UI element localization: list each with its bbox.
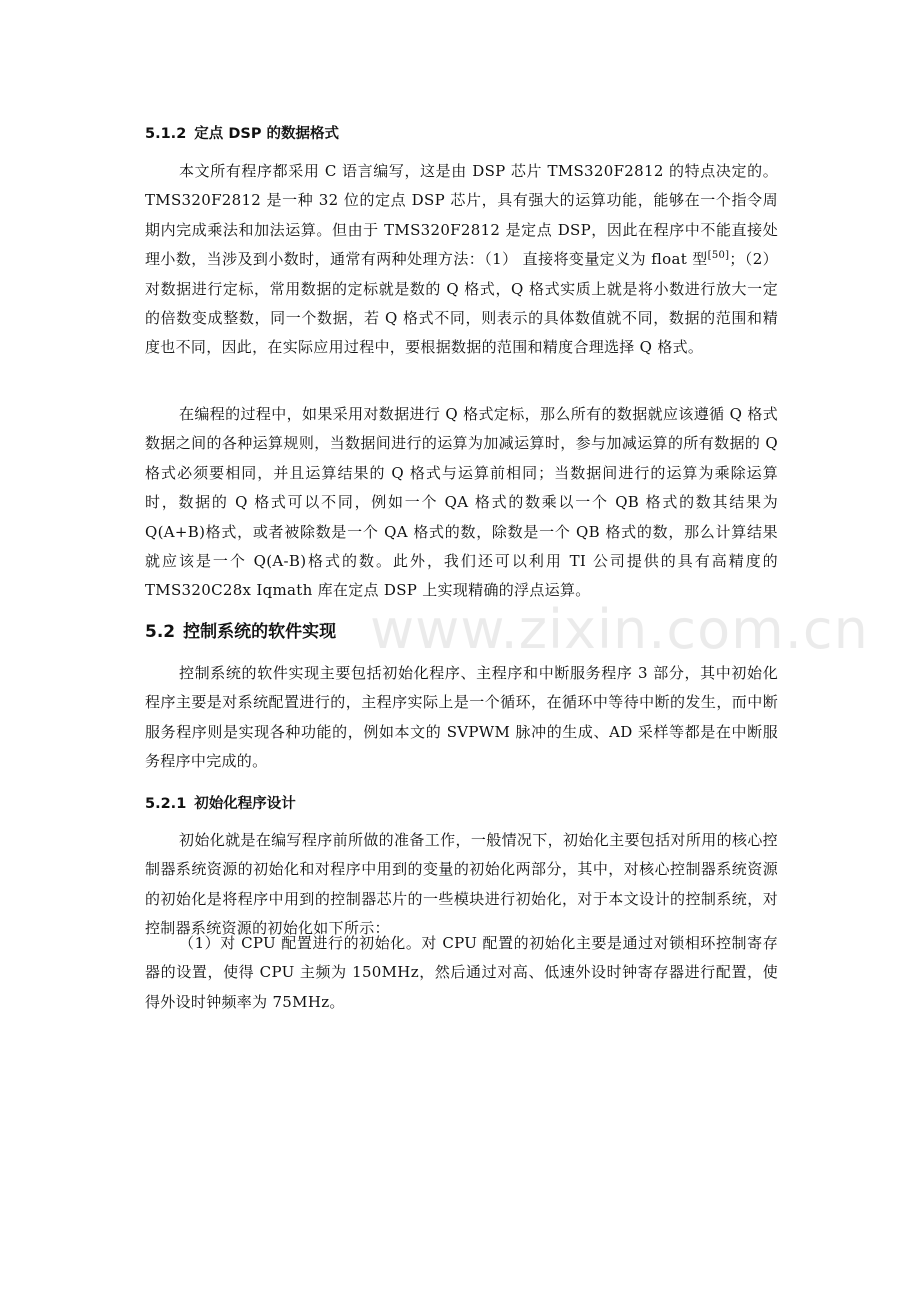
paragraph-text: 在编程的过程中，如果采用对数据进行 Q 格式定标，那么所有的数据就应该遵循 Q 格式数据之间的各种运算规则，当数据间进行的运算为加减运算时，参与加减运算的所有数据的 Q 格式必须要相同，并且运算结果的 Q 格式与运算前相同；当数据间进行的运算为乘除运算时，数据的 Q 格式可以不同，例如一个 QA 格式的数乘以一个 QB 格式的数其结果为 Q(A+B)格式，或者被除数是一个 QA 格式的数，除数是一个 QB 格式的数，那么计算结果就应该是一个 Q(A-B)格式的数。此外，我们还可以利用 TI 公司提供的具有高精度的 TMS320C28x Iqmath 库在定点 DSP 上实现精确的浮点运算。 [145, 405, 778, 600]
paragraph-text: 控制系统的软件实现主要包括初始化程序、主程序和中断服务程序 3 部分，其中初始化程序主要是对系统配置进行的，主程序实际上是一个循环，在循环中等待中断的发生，而中断服务程序则是实现各种功能的，例如本文的 SVPWM 脉冲的生成、AD 采样等都是在中断服务程序中完成的。 [145, 664, 778, 771]
paragraph-text: 本文所有程序都采用 C 语言编写，这是由 DSP 芯片 TMS320F2812 的特点决定的。TMS320F2812 是一种 32 位的定点 DSP 芯片，具有强大的运算功能，能够在一个指令周期内完成乘法和加法运算。但由于 TMS320F2812 是定点 DSP，因此在程序中不能直接处理小数，当涉及到小数时，通常有两种处理方法：（1） 直接将变量定义为 float 型 [145, 162, 778, 269]
section-title: 初始化程序设计 [194, 796, 296, 812]
watermark: www.zixin.com.cn [370, 598, 869, 661]
paragraph-text-continued: ；（2）对数据进行定标，常用数据的定标就是数的 Q 格式，Q 格式实质上就是将小数进行放大一定的倍数变成整数，同一个数据，若 Q 格式不同，则表示的具体数值就不同，数据的范围和精度也不同，因此，在实际应用过程中，要根据数据的范围和精度合理选择 Q 格式。 [145, 250, 778, 357]
section-heading-5-2 [145, 620, 336, 644]
section-number: 5.2.1 [145, 796, 187, 812]
section-heading-5-1-2 [145, 124, 339, 144]
section-title: 控制系统的软件实现 [183, 622, 337, 642]
paragraph-cpu-config [145, 929, 778, 1017]
paragraph-software-overview [145, 659, 778, 777]
paragraph-q-format-rules [145, 400, 778, 606]
section-number: 5.1.2 [145, 126, 187, 142]
section-title: 定点 DSP 的数据格式 [194, 126, 339, 142]
paragraph-initialization [145, 826, 778, 944]
citation-ref: [50] [707, 250, 730, 262]
paragraph-text: 初始化就是在编写程序前所做的准备工作，一般情况下，初始化主要包括对所用的核心控制器系统资源的初始化和对程序中用到的变量的初始化两部分，其中，对核心控制器系统资源的初始化是将程序中用到的控制器芯片的一些模块进行初始化，对于本文设计的控制系统，对控制器系统资源的初始化如下所示： [145, 831, 778, 938]
paragraph-q-format-intro [145, 157, 778, 363]
section-heading-5-2-1 [145, 794, 296, 814]
section-number: 5.2 [145, 622, 176, 642]
paragraph-text: （1）对 CPU 配置进行的初始化。对 CPU 配置的初始化主要是通过对锁相环控制寄存器的设置，使得 CPU 主频为 150MHz，然后通过对高、低速外设时钟寄存器进行配置，使得外设时钟频率为 75MHz。 [145, 934, 778, 1011]
